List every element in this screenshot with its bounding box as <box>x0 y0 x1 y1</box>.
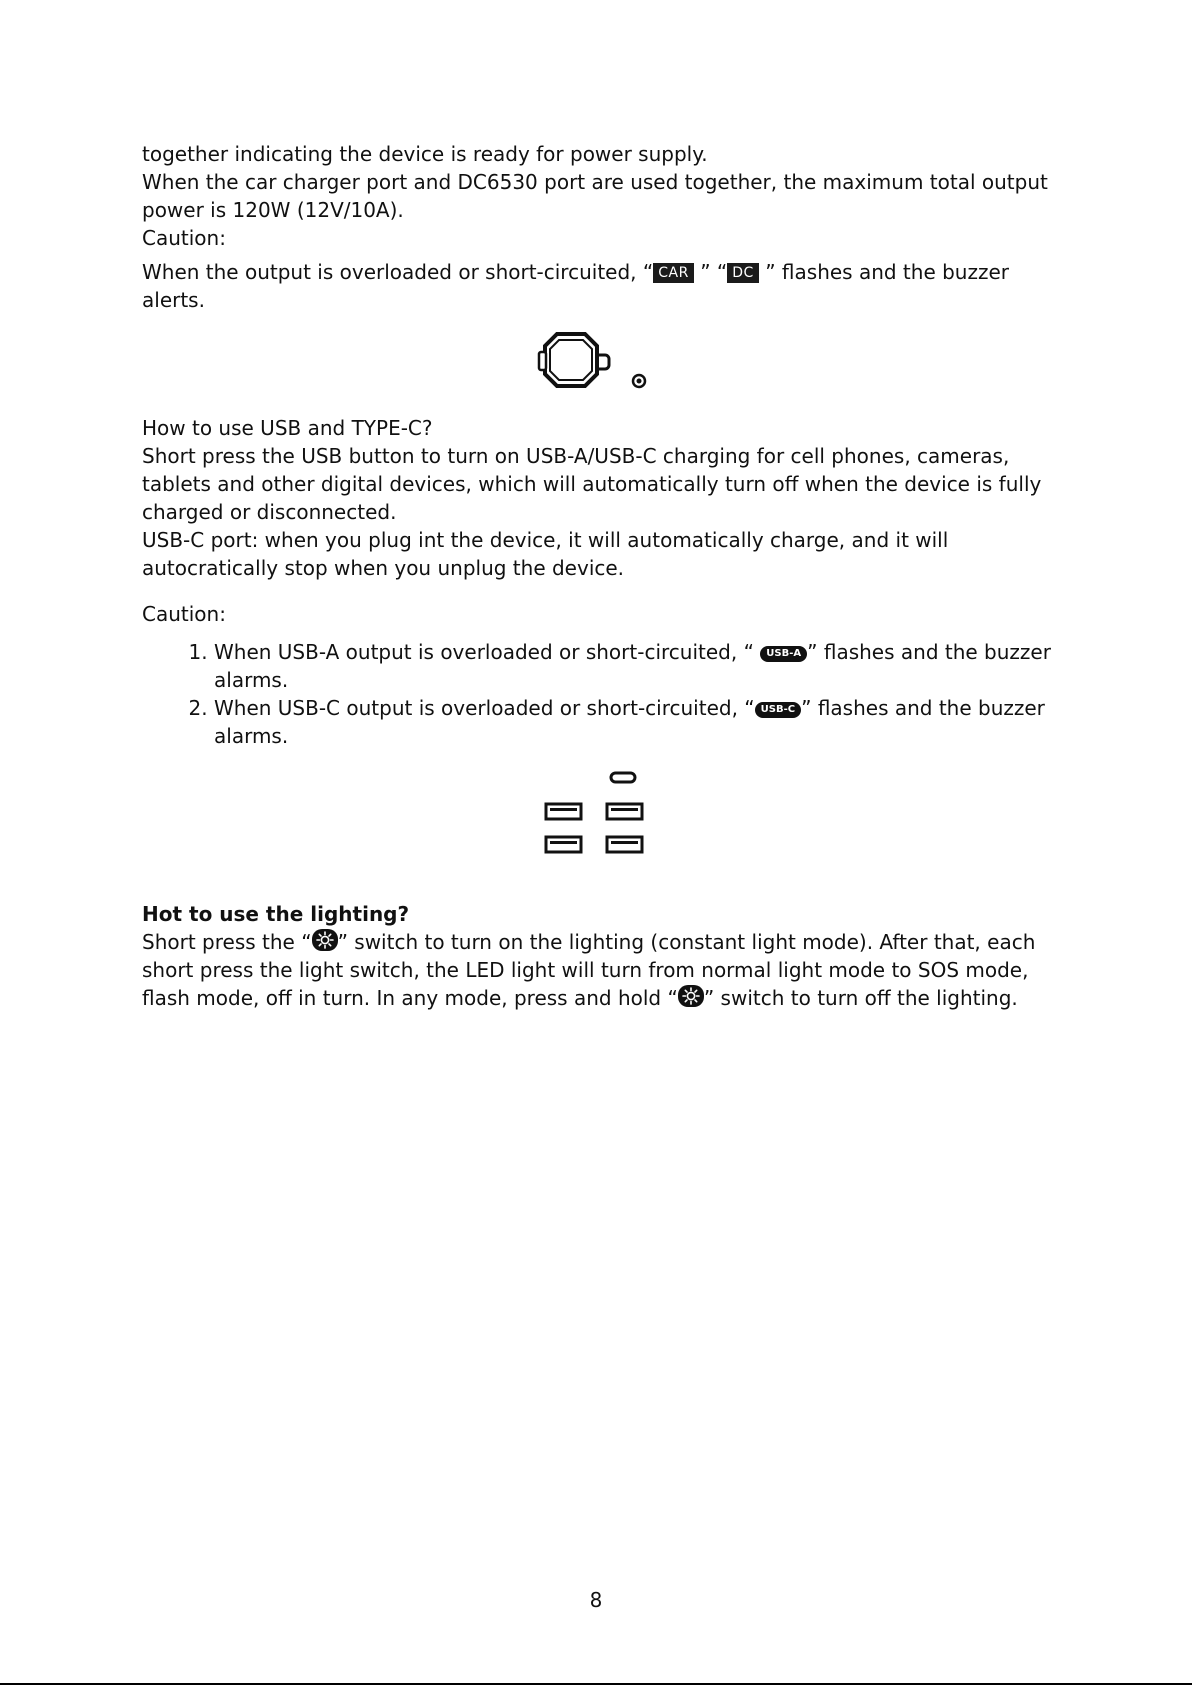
page-number: 8 <box>589 1588 603 1612</box>
usb-ports-figure <box>142 766 1057 862</box>
usb-heading: How to use USB and TYPE-C? <box>142 416 433 440</box>
usb-caution-list <box>142 638 1057 750</box>
sun-icon <box>678 985 704 1007</box>
usb-paragraph-1: Short press the USB button to turn on USB-A/USB-C charging for cell phones, cameras, tablets and other digital devices, which will automatically turn off when the device is fully charged or disconnected. <box>142 444 1042 524</box>
usb-caution-label: Caution: <box>142 602 226 626</box>
car-charger-port-figure <box>142 328 1057 400</box>
sun-icon <box>312 929 338 951</box>
list-item: 1. When USB-A output is overloaded or short-circuited, “ USB-A ” flashes and the buzzer alarms. <box>214 638 1057 694</box>
document-body <box>142 140 1057 1012</box>
usb-paragraph-2: USB-C port: when you plug int the device, it will automatically charge, and it will autocratically stop when you unplug the device. <box>142 528 949 580</box>
usb-ports-icon <box>541 766 651 862</box>
lighting-paragraph: Short press the “ ” switch to turn on the lighting (constant light mode). After that, each short press the light switch, the LED light will turn from normal light mode to SOS mode, flash mode, off in turn. In any mode, press and hold “ ” switch to turn off the lighting. <box>142 930 1036 1010</box>
lighting-heading: Hot to use the lighting? <box>142 902 410 926</box>
usb-c-icon: USB-C <box>755 702 801 718</box>
dc-icon: DC <box>727 263 759 283</box>
caution-label: Caution: <box>142 226 226 250</box>
car-dc-caution: When the output is overloaded or short-circuited, “ CAR ” “ DC ” flashes and the buzzer alerts. <box>142 260 1010 312</box>
usb-a-icon: USB-A <box>760 646 807 662</box>
intro-line-2: When the car charger port and DC6530 port are used together, the maximum total output power is 120W (12V/10A). <box>142 170 1048 222</box>
car-icon: CAR <box>653 263 694 283</box>
intro-line-1: together indicating the device is ready for power supply. <box>142 142 708 166</box>
car-charger-port-icon <box>537 328 657 400</box>
list-item: 2. When USB-C output is overloaded or short-circuited, “ USB-C ” flashes and the buzzer alarms. <box>214 694 1057 750</box>
